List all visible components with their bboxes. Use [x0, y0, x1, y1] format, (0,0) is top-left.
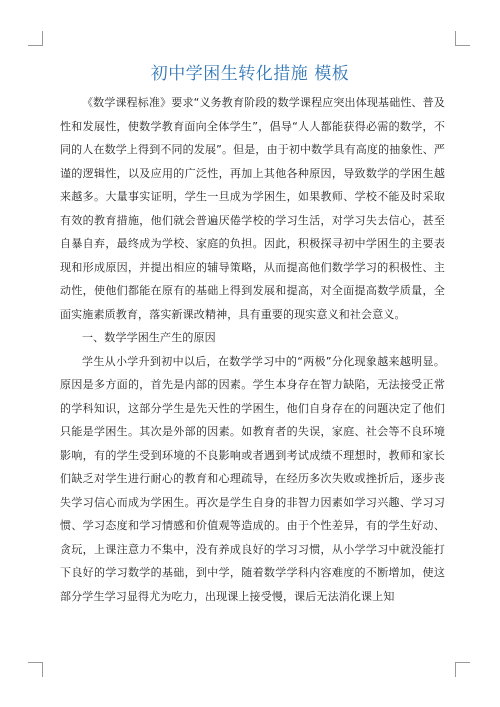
causes-paragraph: 学生从小学升到初中以后，在数学学习中的“两极”分化现象越来越明显。原因是多方面的，首先是内部的因素。学生本身存在智力缺陷，无法接受正常的学科知识，这部分学生是先天性的学困生，他们自身存在的问题决定了他们只能是学困生。其次是外部的因素。如教育者的失误，家庭、社会等不良环境影响，有的学生受到环境的不良影响或者遇到考试成绩不理想时，教师和家长们缺乏对学生进行耐心的教育和心理疏导，在经历多次失败或挫折后，逐步丧失学习信心而成为学困生。再次是学生自身的非智力因素如学习兴趣、学习习惯、学习态度和学习情感和价值观等造成的。由于个性差异，有的学生好动、贪玩，上课注意力不集中，没有养成良好的学习习惯，从小学学习中就没能打下良好的学习数学的基础，到中学，随着数学学科内容难度的不断增加，使这部分学生学习显得尤为吃力，出现课上接受慢，课后无法消化课上知 [60, 354, 445, 603]
crop-mark-top-left [28, 31, 43, 46]
crop-mark-bottom-left [28, 662, 43, 677]
crop-mark-top-right [455, 31, 470, 46]
document-body [60, 91, 445, 608]
intro-paragraph: 《数学课程标准》要求“义务教育阶段的数学课程应突出体现基础性、普及性和发展性，使数学教育面向全体学生”，倡导“人人都能获得必需的数学，不同的人在数学上得到不同的发展”。但是，由于初中数学具有高度的抽象性、严谨的逻辑性，以及应用的广泛性，再加上其他各种原因，导致数学的学困生越来越多。大量事实证明，学生一旦成为学困生，如果教师、学校不能及时采取有效的教育措施，他们就会普遍厌倦学校的学习生活，对学习失去信心，甚至自暴自弃，最终成为学校、家庭的负担。因此，积极探寻初中学困生的主要表现和形成原因，并提出相应的辅导策略，从而提高他们数学学习的积极性、主动性，使他们都能在原有的基础上得到发展和提高，对全面提高数学质量，全面实施素质教育，落实新课改精神，具有重要的现实意义和社会意义。 [60, 96, 445, 321]
section-heading: 一、数学学困生产生的原因 [82, 331, 216, 344]
crop-mark-bottom-right [455, 662, 470, 677]
document-title: 初中学困生转化措施 模板 [150, 64, 350, 84]
